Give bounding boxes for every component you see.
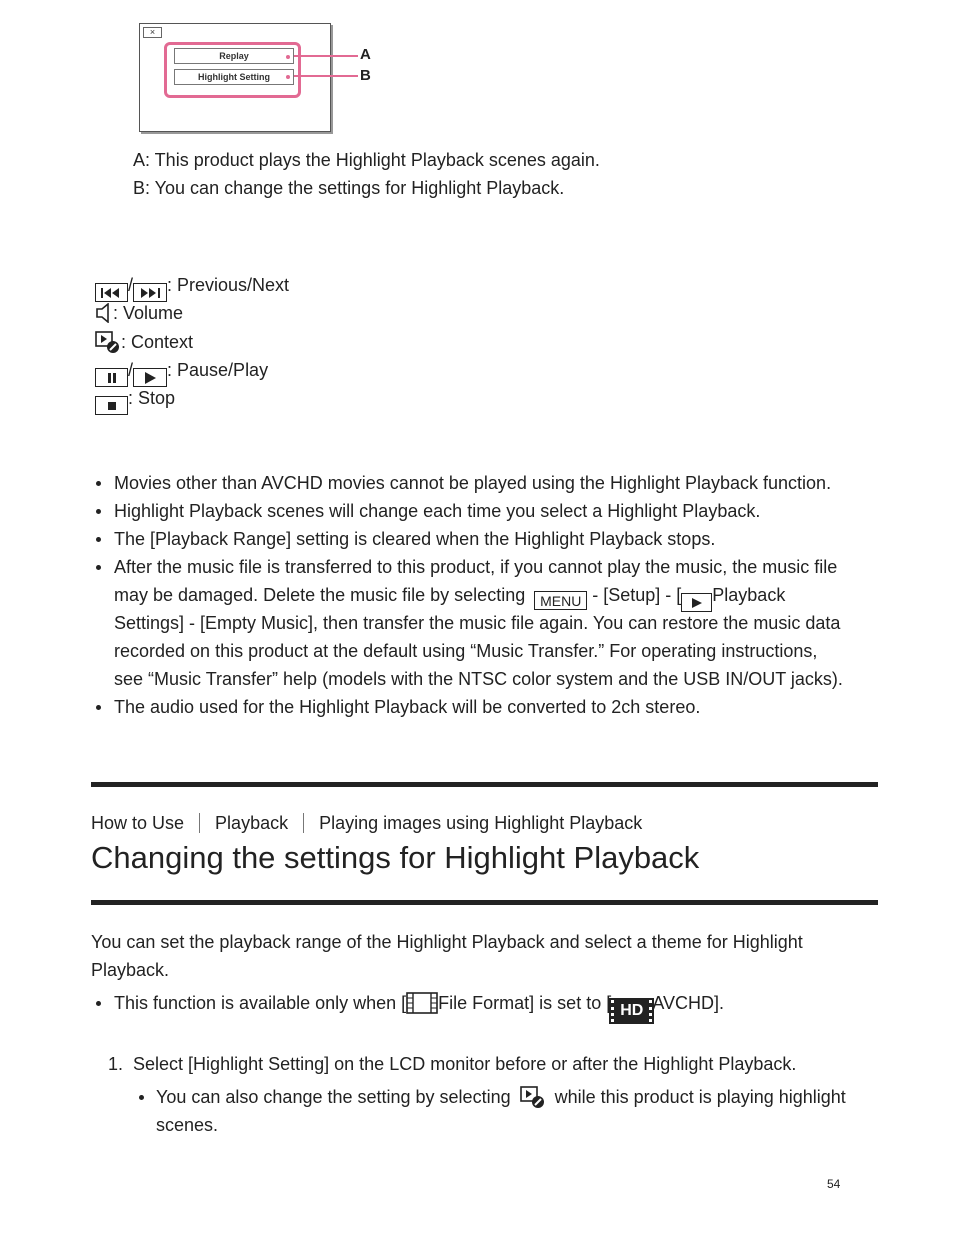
menu-button-icon: MENU [534,591,587,610]
callout-dot-a [286,55,290,59]
volume-label: : Volume [113,303,184,323]
bullet-dot [96,509,101,514]
note-item: The [Playback Range] setting is cleared when the Highlight Playback stops. [114,529,716,549]
film-icon [406,991,438,1023]
section-rule-top [91,782,878,787]
context-label: : Context [121,332,194,352]
close-icon: × [143,27,162,38]
intro-line1: You can set the playback range of the Highlight Playback and select a theme for Highlight [91,932,803,952]
control-pause-play [95,356,268,387]
music-note-line2 [114,581,785,612]
note-item: Movies other than AVCHD movies cannot be played using the Highlight Playback function. [114,473,832,493]
callout-label-b: B [360,67,371,84]
callout-label-a: A [360,46,371,63]
bullet-dot [139,1095,144,1100]
availability-note [114,989,724,1023]
breadcrumb-playback[interactable]: Playback [215,813,289,833]
music-note-line4: recorded on this product at the default using “Music Transfer.” For operating instructions, [114,641,818,661]
availability-text: This function is available only when [ [114,993,407,1013]
music-note-line1: After the music file is transferred to this product, if you cannot play the music, the music file [114,557,838,577]
breadcrumb-highlight-playback[interactable]: Playing images using Highlight Playback [319,813,643,833]
callout-line-b [294,75,358,77]
breadcrumb-separator [303,813,304,833]
bullet-dot [96,705,101,710]
pause-play-label: : Pause/Play [167,360,269,380]
step-sub-text: while this product is playing highlight [554,1087,846,1107]
breadcrumb-separator [199,813,200,833]
prev-next-label: : Previous/Next [167,275,290,295]
bullet-dot [96,481,101,486]
music-note-text: - [Setup] - [ [587,585,682,605]
section-rule-bottom [91,900,878,905]
step-1-sub-line2: scenes. [156,1115,219,1135]
slash-text: / [128,360,134,380]
breadcrumb-how-to-use[interactable]: How to Use [91,813,185,833]
availability-text: File Format] is set to [ [438,993,612,1013]
caption-a: A: This product plays the Highlight Playback scenes again. [133,150,600,170]
music-note-text: Playback [712,585,786,605]
control-stop [95,384,175,415]
control-volume [95,299,183,331]
note-item: Highlight Playback scenes will change each time you select a Highlight Playback. [114,501,761,521]
bullet-dot [96,1001,101,1006]
hd-label: HD [620,1002,644,1019]
stop-label: : Stop [128,388,176,408]
breadcrumb [91,809,642,837]
caption-b: B: You can change the settings for Highlight Playback. [133,178,565,198]
note-item: The audio used for the Highlight Playback will be converted to 2ch stereo. [114,697,701,717]
availability-text: AVCHD]. [652,993,725,1013]
page-number: 54 [827,1177,841,1191]
highlight-setting-button[interactable]: Highlight Setting [174,69,294,85]
step-text: Select [Highlight Setting] on the LCD monitor before or after the Highlight Playback. [133,1054,797,1074]
bullet-dot [96,565,101,570]
step-sub-text: You can also change the setting by selecting [156,1087,511,1107]
music-note-text: may be damaged. Delete the music file by selecting [114,585,526,605]
music-note-line3: Settings] - [Empty Music], then transfer the music file again. You can restore the music data [114,613,841,633]
callout-line-a [294,55,358,57]
speaker-icon [95,303,113,331]
step-number: 1. [108,1054,124,1074]
screen-figure [139,23,331,132]
hd-icon [611,1000,652,1022]
intro-line2: Playback. [91,960,170,980]
stop-icon [95,396,128,415]
step-1 [108,1050,796,1078]
music-note-line5: see “Music Transfer” help (models with the NTSC color system and the USB IN/OUT jacks). [114,669,843,689]
callout-dot-b [286,75,290,79]
replay-button[interactable]: Replay [174,48,294,64]
control-prev-next [95,271,289,302]
slash-text: / [128,275,134,295]
page-title: Changing the settings for Highlight Playback [91,840,700,875]
step-1-sub-line1 [156,1083,846,1117]
bullet-dot [96,537,101,542]
context-icon [520,1085,546,1117]
